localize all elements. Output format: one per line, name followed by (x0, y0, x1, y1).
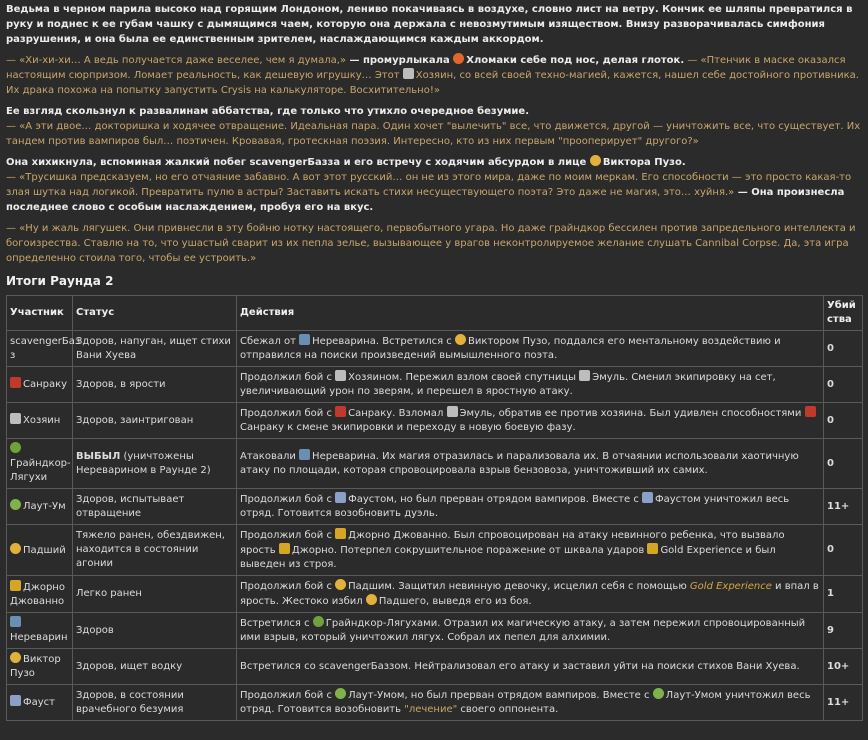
status-text: Тяжело ранен, обездвижен, находится в состоянии агонии (76, 530, 225, 569)
table-row (7, 331, 863, 367)
quote: — «Птенчик в маске оказался настоящим сюрпризом. Ломает реальность, как дешевую игрушку… Этот (6, 55, 846, 81)
action-text: Нереварина. Встретился с (312, 336, 455, 347)
cell-participant (7, 685, 73, 721)
header-participant: Участник (7, 296, 73, 331)
table-row (7, 685, 863, 721)
action-text: Продолжил бой с (240, 690, 336, 701)
cell-status (73, 649, 237, 685)
narration: — Она произнесла последнее слово с особым наслаждением, пробуя его на вкус. (6, 187, 845, 213)
cell-status (73, 331, 237, 367)
story-paragraph-2 (6, 53, 862, 98)
quote: — «А эти двое… докторишка и ходячее отвращение. Идеальная пара. Один хочет "вылечить" все, что движется, другой — уничтожить все, что существует. Их тандем против вампиров был… поэтичен. Кровавая, гротескная поэзия. Интересно, кто из них первым "прооперирует" другого?» (6, 121, 861, 147)
participant-name: Падший (23, 544, 66, 556)
status-text: Здоров, заинтригован (76, 414, 194, 426)
action-text: Лаут-Умом, но был прерван отрядом вампиров. Вместе с (348, 690, 653, 701)
cell-participant (7, 576, 73, 613)
frog-icon (10, 442, 21, 453)
participant-name: Нереварин (10, 632, 68, 643)
action-text: Лаут-Умом уничтожил весь отряд. Готовится возобновить (240, 690, 811, 715)
cell-actions (237, 613, 824, 649)
status-text: Здоров, в состоянии врачебного безумия (76, 689, 184, 715)
cell-participant (7, 649, 73, 685)
cell-kills: 9 (824, 613, 863, 649)
cell-status (73, 367, 237, 403)
cell-actions (237, 576, 824, 613)
cell-actions (237, 525, 824, 576)
cell-kills: 0 (824, 331, 863, 367)
story-paragraph-5 (6, 221, 862, 266)
header-kills: Убий ства (824, 296, 863, 331)
action-text: и впал в ярость. Жестоко избил (240, 581, 819, 607)
sick-icon (10, 499, 21, 510)
table-row (7, 489, 863, 525)
frog-icon (313, 616, 324, 627)
cell-status (73, 439, 237, 489)
action-text: Нереварина. Их магия отразилась и парализовала их. В отчаянии использовали хаотичную атаку по площади, которая спровоцировала взрыв бензовоза, уничтоживший их самих. (240, 451, 799, 476)
participant-name: Фауст (23, 697, 55, 708)
status-text: Здоров, испытывает отвращение (76, 493, 185, 519)
table-row (7, 439, 863, 489)
cell-kills: 0 (824, 403, 863, 439)
story-paragraph-1: Ведьма в черном парила высоко над горящим Лондоном, лениво покачиваясь в воздухе, словно лист на ветру. Кончик ее шляпы превратился в руку и поднес к ее губам чашку с дымящимся чаем, которую она держала с невозмутимым изяществом. Внизу разворачивалась симфония разрушения, и она была ее единственным зрителем, наслаждающимся каждым аккордом. (6, 4, 853, 45)
cell-kills: 0 (824, 367, 863, 403)
participant-name: Виктор Пузо (10, 654, 61, 679)
header-status: Статус (73, 296, 237, 331)
narration: Хломаки себе под нос, делая глоток. (466, 55, 685, 66)
action-text: Эмуль. Сменил экипировку на сет, увеличивающий урон по зверям, и перешел в яростную атаку. (240, 372, 776, 397)
face-icon (10, 652, 21, 663)
cell-actions (237, 649, 824, 685)
face-icon (335, 579, 346, 590)
cell-participant (7, 367, 73, 403)
action-text: Падшего, выведя его из боя. (378, 596, 532, 607)
table-row (7, 525, 863, 576)
action-text: Сбежал от (240, 336, 300, 347)
action-text: Продолжил бой с (240, 408, 336, 419)
action-text: Фаустом уничтожил весь отряд. Готовится возобновить дуэль. (240, 494, 790, 519)
status-eliminated: ВЫБЫЛ (76, 450, 121, 462)
cell-participant (7, 613, 73, 649)
face-icon (366, 594, 377, 605)
fleur-icon (335, 528, 346, 539)
narration: Виктора Пузо. (602, 157, 686, 168)
cell-participant (7, 489, 73, 525)
table-row (7, 367, 863, 403)
fleur-icon (279, 543, 290, 554)
status-text: Здоров, ищет водку (76, 660, 183, 672)
goat-icon (403, 68, 414, 79)
cell-status (73, 685, 237, 721)
cell-status (73, 525, 237, 576)
status-text: (уничтожены Нереварином в Раунде 2) (76, 450, 211, 476)
action-text: Gold Experience и был выведен из строя. (240, 545, 776, 570)
heal-quote-text: "лечение" (404, 704, 458, 715)
goat-icon (10, 413, 21, 424)
table-header-row (7, 296, 863, 331)
cell-actions (237, 439, 824, 489)
gold-experience-text: Gold Experience (689, 581, 772, 592)
action-text: Продолжил бой с (240, 372, 336, 383)
status-text: Здоров, в ярости (76, 378, 166, 390)
narration: Она хихикнула, вспоминая жалкий побег scavengerБазза и его встречу с ходячим абсурдом в лице (6, 157, 590, 168)
cell-kills: 0 (824, 439, 863, 489)
status-text: Здоров, напуган, ищет стихи Вани Хуева (76, 335, 231, 361)
action-text: своего оппонента. (457, 704, 559, 715)
action-text: Виктором Пузо, поддался его ментальному воздействию и отправился на поиски произведений вымышленного поэта. (240, 336, 781, 361)
cell-actions (237, 403, 824, 439)
participant-name: Лаут-Ум (23, 501, 66, 512)
cell-kills: 10+ (824, 649, 863, 685)
header-actions: Действия (237, 296, 824, 331)
face-icon (590, 155, 601, 166)
goat-icon (447, 406, 458, 417)
goat-icon (335, 370, 346, 381)
participant-name: Джорно Джованно (10, 581, 65, 607)
table-row (7, 403, 863, 439)
action-text: Санраку. Взломал (348, 408, 447, 419)
quote: — «Трусишка предсказуем, но его отчаяние забавно. А вот этот русский… он не из этого мира, даже по моим меркам. Его способности — это просто какая-то злая шутка над логикой. Превратить пулю в астры? Заставить искать стихи несуществующего поэта? Это даже не магия, это… хуйня.» (6, 172, 852, 198)
quote: Хозяин, со всей своей техно-магией, кажется, нашел себе достойного противника. Их драка похожа на попытку запустить Crysis на калькуляторе. Восхитительно!» (6, 70, 859, 96)
cell-actions (237, 367, 824, 403)
cell-participant (7, 439, 73, 489)
narration: — промурлыкала (346, 55, 454, 66)
quote: — «Хи-хи-хи… А ведь получается даже веселее, чем я думала,» (6, 55, 347, 66)
sick-icon (653, 688, 664, 699)
doc-icon (642, 492, 653, 503)
cell-actions (237, 331, 824, 367)
action-text: Продолжил бой с (240, 494, 336, 505)
table-row (7, 649, 863, 685)
goat-icon (579, 370, 590, 381)
participant-name: Санраку (23, 379, 68, 390)
action-text: Джорно Джованно. Был спровоцирован на атаку невинного ребенка, что вызвало ярость (240, 530, 785, 556)
cell-actions (237, 685, 824, 721)
cell-status (73, 403, 237, 439)
results-title: Итоги Раунда 2 (6, 274, 114, 288)
fleur-icon (647, 543, 658, 554)
table-row (7, 613, 863, 649)
story-paragraph-3 (6, 104, 862, 149)
participant-name: Хозяин (23, 415, 61, 426)
action-text: Фаустом, но был прерван отрядом вампиров. Вместе с (348, 494, 642, 505)
boot-icon (10, 377, 21, 388)
action-text: Продолжил бой с (240, 530, 336, 541)
participant-name: scavengerБаз з (10, 335, 81, 361)
action-text: Встретился с (240, 618, 313, 629)
action-text: Встретился со scavengerБаззом. Нейтрализовал его атаку и заставил уйти на поиски стихов Вани Хуева. (240, 660, 800, 672)
face-icon (10, 543, 21, 554)
narration: Ее взгляд скользнул к развалинам аббатства, где только что утихло очередное безумие. (6, 106, 529, 117)
mage-icon (299, 334, 310, 345)
cell-kills: 1 (824, 576, 863, 613)
doc-icon (10, 695, 21, 706)
action-text: Падшим. Защитил невинную девочку, исцелил себя с помощью (348, 581, 690, 592)
story-paragraph-4 (6, 155, 862, 215)
action-text: Санраку к смене экипировки и переходу в новую боевую фазу. (240, 422, 576, 433)
results-table (6, 295, 863, 721)
doc-icon (335, 492, 346, 503)
mage-icon (299, 449, 310, 460)
boot-icon (805, 406, 816, 417)
fire-icon (453, 53, 464, 64)
cell-participant (7, 403, 73, 439)
cell-status (73, 489, 237, 525)
boot-icon (335, 406, 346, 417)
mage-icon (10, 616, 21, 627)
action-text: Эмуль, обратив ее против хозяина. Был удивлен способностями (459, 408, 805, 419)
cell-kills: 11+ (824, 685, 863, 721)
status-text: Здоров (76, 624, 114, 636)
fleur-icon (10, 580, 21, 591)
cell-kills: 11+ (824, 489, 863, 525)
action-text: Хозяином. Пережил взлом своей спутницы (348, 372, 580, 383)
quote: — «Ну и жаль лягушек. Они привнесли в эту бойню нотку настоящего, первобытного угара. Но даже грайндкор бессилен против запредельного интеллекта и богоизрества. Ставлю на то, что ушастый сварит из их пепла зелье, вызывающее у врагов неконтролируемое желание слушать Cannibal Corpse. Да, эта игра определенно стоила того, чтобы ее устроить.» (6, 223, 856, 264)
status-text: Легко ранен (76, 588, 142, 599)
table-row (7, 576, 863, 613)
participant-name: Грайндкор-Лягухи (10, 458, 71, 483)
action-text: Джорно. Потерпел сокрушительное поражение от шквала ударов (291, 545, 648, 556)
cell-participant (7, 331, 81, 367)
cell-participant (7, 525, 73, 576)
action-text: Атаковали (240, 451, 300, 462)
action-text: Грайндкор-Лягухами. Отразил их магическую атаку, а затем пережил спровоцированный ими взрыв, который уничтожил лягух. Собрал их пепел для алхимии. (240, 618, 806, 643)
face-icon (455, 334, 466, 345)
sick-icon (335, 688, 346, 699)
cell-kills: 0 (824, 525, 863, 576)
cell-actions (237, 489, 824, 525)
cell-status (73, 576, 237, 613)
action-text: Продолжил бой с (240, 581, 336, 592)
cell-status (73, 613, 237, 649)
